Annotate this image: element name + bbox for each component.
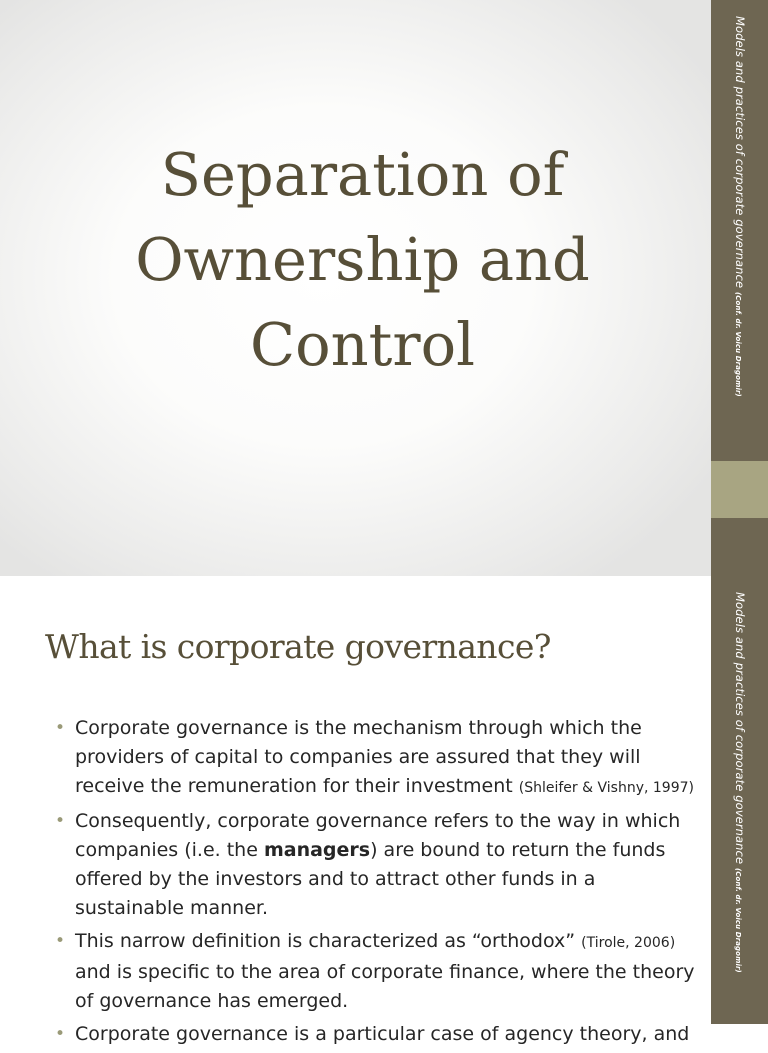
slide-title-line: Ownership and [135, 225, 590, 294]
slide-title-line: Separation of [160, 140, 565, 209]
citation: (Shleifer & Vishny, 1997) [518, 780, 694, 796]
side-band [711, 576, 768, 1024]
slide-heading: What is corporate governance? [45, 627, 551, 666]
side-label-author: (Conf. dr. Voicu Dragomir) [733, 867, 742, 973]
side-label-text: Models and practices of corporate governance [732, 16, 747, 289]
side-band-accent [711, 461, 768, 518]
bullet-icon: • [55, 931, 66, 951]
bullet-item: • Consequently, corporate governance refers to the way in which companies (i.e. the managers) are bound to return the funds offered by the investors and to attract other funds in a sustainable manner. [55, 807, 695, 923]
side-band-lower [711, 518, 768, 576]
slide-title [40, 132, 685, 387]
bullet-item: • Corporate governance is a particular case of agency theory, and [55, 1020, 695, 1049]
side-band-label [733, 16, 747, 397]
bullet-icon: • [55, 1024, 66, 1044]
side-label-author: (Conf. dr. Voicu Dragomir) [733, 291, 742, 397]
side-band-label [733, 592, 747, 973]
bullet-item: • This narrow definition is characterized as “orthodox” (Tirole, 2006) and is specific to the area of corporate finance, where the theory of governance has emerged. [55, 927, 695, 1016]
bullet-item: • Corporate governance is the mechanism through which the providers of capital to companies are assured that they will receive the remuneration for their investment (Shleifer & Vishny, 1997) [55, 714, 695, 803]
citation: (Tirole, 2006) [581, 935, 676, 951]
side-band [711, 0, 768, 461]
bullet-list [55, 714, 695, 1053]
content-slide [0, 576, 768, 1045]
emphasis: managers [263, 839, 371, 861]
slide-title-line: Control [250, 310, 475, 379]
side-label-text: Models and practices of corporate governance [732, 592, 747, 865]
bullet-icon: • [55, 718, 66, 738]
bullet-icon: • [55, 811, 66, 831]
